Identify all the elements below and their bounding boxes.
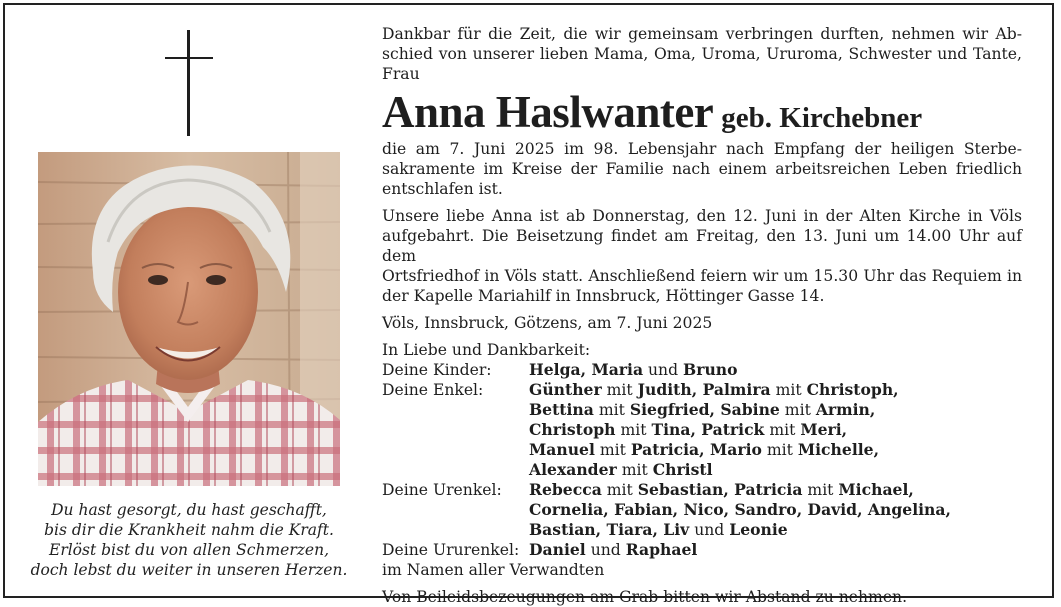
family-row <box>382 520 1022 540</box>
family-member-names: Bettina <box>529 400 594 419</box>
family-group-label: Deine Urenkel: <box>382 481 502 499</box>
family-group-label <box>382 440 529 460</box>
portrait-photo <box>38 152 340 486</box>
family-members <box>529 380 899 400</box>
relatives-line: im Namen aller Verwandten <box>382 561 605 579</box>
family-member-names: Günther <box>529 380 602 399</box>
family-member-names: Christoph <box>529 420 616 439</box>
family-connector: mit <box>616 461 653 479</box>
memorial-poem <box>22 500 356 580</box>
family-connector: mit <box>593 401 630 419</box>
family-connector: mit <box>802 481 839 499</box>
family-member-names: Manuel <box>529 440 595 459</box>
family-members <box>529 460 713 480</box>
cross-icon <box>165 30 213 136</box>
family-group-label <box>382 500 529 520</box>
intro-paragraph: Dankbar für die Zeit, die wir gemeinsam verbringen durften, nehmen wir Ab- schied von unserer lieben Mama, Oma, Uroma, Ururoma, Schwester und Tante, Frau <box>382 25 1022 83</box>
death-paragraph: die am 7. Juni 2025 im 98. Lebensjahr nach Empfang der heiligen Sterbe- sakramente im Kreise der Familie nach einem arbeitsreichen Leben friedlich entschlafen ist. <box>382 140 1022 198</box>
family-row <box>382 400 1022 420</box>
family-row <box>382 380 1022 400</box>
family-row <box>382 460 1022 480</box>
birth-name: geb. Kirchebner <box>721 102 923 134</box>
family-member-names: Patricia, Mario <box>630 440 762 459</box>
notice-text-column <box>382 24 1022 607</box>
family-row <box>382 420 1022 440</box>
family-connector: und <box>643 361 684 379</box>
family-member-names: Rebecca <box>529 480 602 499</box>
family-member-names: Daniel <box>529 540 586 559</box>
poem-line: Du hast gesorgt, du hast geschafft, <box>51 501 327 519</box>
family-row <box>382 500 1022 520</box>
love-line: In Liebe und Dankbarkeit: <box>382 341 591 359</box>
family-member-names: Helga, Maria <box>529 360 644 379</box>
funeral-paragraph: Unsere liebe Anna ist ab Donnerstag, den 12. Juni in der Alten Kirche in Völs aufgebahrt. Die Beisetzung findet am Freitag, den 13. Juni um 14.00 Uhr auf dem Ortsfriedhof in Völs statt. Anschließend feiern wir um 15.30 Uhr das Requiem in der Kapelle Mariahilf in Innsbruck, Höttinger Gasse 14. <box>382 207 1022 305</box>
family-member-names: Raphael <box>625 540 698 559</box>
family-member-names: Christoph, <box>806 380 899 399</box>
family-connector: mit <box>779 401 816 419</box>
place-date: Völs, Innsbruck, Götzens, am 7. Juni 2025 <box>382 314 713 332</box>
family-member-names: Cornelia, Fabian, Nico, Sandro, David, Angelina, <box>529 500 951 519</box>
deceased-name-line <box>382 88 1022 136</box>
family-connector: und <box>689 521 730 539</box>
family-group-label: Deine Ururenkel: <box>382 541 520 559</box>
family-group-label: Deine Kinder: <box>382 361 492 379</box>
family-group-label <box>382 400 529 420</box>
family-connector: mit <box>761 441 798 459</box>
family-member-names: Armin, <box>815 400 876 419</box>
closing-note: Von Beileidsbezeugungen am Grab bitten wir Abstand zu nehmen. <box>382 588 908 606</box>
family-member-names: Leonie <box>729 520 788 539</box>
family-member-names: Tina, Patrick <box>651 420 765 439</box>
family-member-names: Michael, <box>838 480 914 499</box>
family-member-names: Sebastian, Patricia <box>637 480 803 499</box>
family-member-names: Michelle, <box>797 440 880 459</box>
family-members <box>529 540 697 560</box>
poem-line: doch lebst du weiter in unseren Herzen. <box>30 561 348 579</box>
family-members <box>529 520 788 540</box>
family-row <box>382 480 1022 500</box>
poem-line: bis dir die Krankheit nahm die Kraft. <box>44 521 334 539</box>
family-list <box>382 360 1022 560</box>
family-group-label: Deine Enkel: <box>382 381 484 399</box>
family-connector: mit <box>770 381 807 399</box>
poem-line: Erlöst bist du von allen Schmerzen, <box>49 541 329 559</box>
family-members <box>529 420 847 440</box>
deceased-name: Anna Haslwanter <box>382 87 714 137</box>
family-connector: mit <box>601 381 638 399</box>
family-group-label <box>382 420 529 440</box>
family-connector: und <box>585 541 626 559</box>
family-member-names: Bastian, Tiara, Liv <box>529 520 690 539</box>
family-row <box>382 540 1022 560</box>
family-members <box>529 360 738 380</box>
family-row <box>382 440 1022 460</box>
family-member-names: Siegfried, Sabine <box>629 400 780 419</box>
family-members <box>529 500 951 520</box>
family-connector: mit <box>594 441 631 459</box>
family-member-names: Christl <box>652 460 713 479</box>
family-member-names: Bruno <box>683 360 738 379</box>
family-group-label <box>382 460 529 480</box>
family-member-names: Alexander <box>529 460 617 479</box>
family-member-names: Judith, Palmira <box>637 380 771 399</box>
family-group-label <box>382 520 529 540</box>
family-member-names: Meri, <box>800 420 848 439</box>
family-connector: mit <box>601 481 638 499</box>
family-members <box>529 480 914 500</box>
family-connector: mit <box>615 421 652 439</box>
family-members <box>529 400 875 420</box>
family-connector: mit <box>764 421 801 439</box>
family-row <box>382 360 1022 380</box>
family-members <box>529 440 879 460</box>
